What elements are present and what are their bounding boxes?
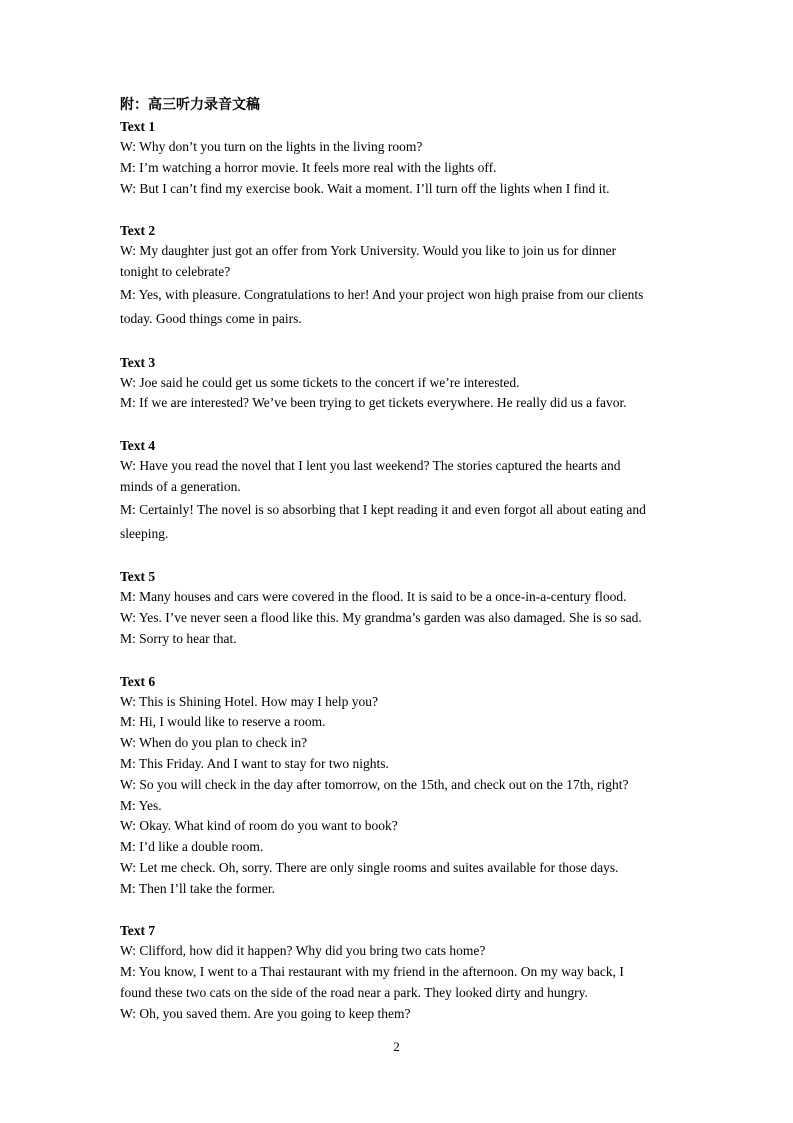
dialogue-line: W: Joe said he could get us some tickets to the concert if we’re interested.: [120, 374, 520, 390]
dialogue-line: W: So you will check in the day after tomorrow, on the 15th, and check out on the 17th, right?: [120, 776, 629, 792]
dialogue-line: W: Have you read the novel that I lent you last weekend? The stories captured the hearts and: [120, 457, 621, 473]
dialogue-line: W: Yes. I’ve never seen a flood like this. My grandma’s garden was also damaged. She is so sad.: [120, 610, 642, 626]
dialogue-line: tonight to celebrate?: [120, 263, 231, 279]
text-heading: Text 1: [120, 119, 156, 134]
dialogue-line: M: Yes, with pleasure. Congratulations to her! And your project won high praise from our clients: [120, 286, 644, 302]
dialogue-line: minds of a generation.: [120, 478, 241, 494]
text-heading: Text 7: [120, 923, 156, 939]
dialogue-line: W: Why don’t you turn on the lights in the living room?: [120, 139, 423, 154]
spacer: [120, 900, 680, 921]
dialogue-line: M: Many houses and cars were covered in the flood. It is said to be a once-in-a-century flood.: [120, 589, 627, 605]
dialogue-line: M: You know, I went to a Thai restaurant with my friend in the afternoon. On my way back, I: [120, 964, 624, 980]
dialogue-line: M: Yes.: [120, 797, 162, 813]
dialogue-line: today. Good things come in pairs.: [120, 310, 302, 326]
text-section-1: [120, 116, 680, 199]
text-heading: Text 5: [120, 569, 156, 585]
dialogue-line: M: If we are interested? We’ve been trying to get tickets everywhere. He really did us a favor.: [120, 395, 627, 411]
spacer: [120, 546, 680, 567]
dialogue-line: M: This Friday. And I want to stay for two nights.: [120, 755, 389, 771]
spacer: [120, 199, 680, 220]
spacer: [120, 650, 680, 671]
text-heading: Text 6: [120, 673, 156, 689]
dialogue-line: W: When do you plan to check in?: [120, 735, 308, 751]
text-section-3: [120, 352, 680, 415]
text-section-5: [120, 566, 680, 649]
text-section-2: [120, 220, 680, 331]
dialogue-line: sleeping.: [120, 525, 169, 541]
dialogue-line: W: Oh, you saved them. Are you going to keep them?: [120, 1005, 411, 1021]
dialogue-line: M: I’d like a double room.: [120, 839, 264, 855]
dialogue-line: W: But I can’t find my exercise book. Wait a moment. I’ll turn off the lights when I find it.: [120, 180, 610, 196]
spacer: [120, 331, 680, 352]
dialogue-line: found these two cats on the side of the road near a park. They looked dirty and hungry.: [120, 984, 588, 1000]
spacer: [120, 414, 680, 435]
dialogue-line: W: Okay. What kind of room do you want to book?: [120, 818, 398, 834]
text-heading: Text 2: [120, 223, 156, 239]
dialogue-line: W: Let me check. Oh, sorry. There are only single rooms and suites available for those days.: [120, 859, 619, 875]
page-number: 2: [393, 1039, 400, 1054]
dialogue-line: W: This is Shining Hotel. How may I help you?: [120, 693, 378, 709]
transcript-content: [120, 96, 680, 1025]
text-heading: Text 4: [120, 437, 156, 453]
dialogue-line: M: Certainly! The novel is so absorbing that I kept reading it and even forgot all about eating and: [120, 501, 646, 517]
text-section-4: [120, 435, 680, 546]
dialogue-line: M: Then I’ll take the former.: [120, 880, 275, 896]
dialogue-line: M: I’m watching a horror movie. It feels more real with the lights off.: [120, 159, 497, 175]
dialogue-line: W: Clifford, how did it happen? Why did you bring two cats home?: [120, 943, 486, 959]
text-heading: Text 3: [120, 354, 156, 370]
text-section-6: [120, 671, 680, 900]
dialogue-line: M: Sorry to hear that.: [120, 630, 237, 646]
dialogue-line: M: Hi, I would like to reserve a room.: [120, 714, 326, 730]
dialogue-line: W: My daughter just got an offer from York University. Would you like to join us for dinner: [120, 243, 617, 259]
text-section-7: [120, 920, 680, 1024]
page-title: 附：高三听力录音文稿: [120, 98, 260, 113]
